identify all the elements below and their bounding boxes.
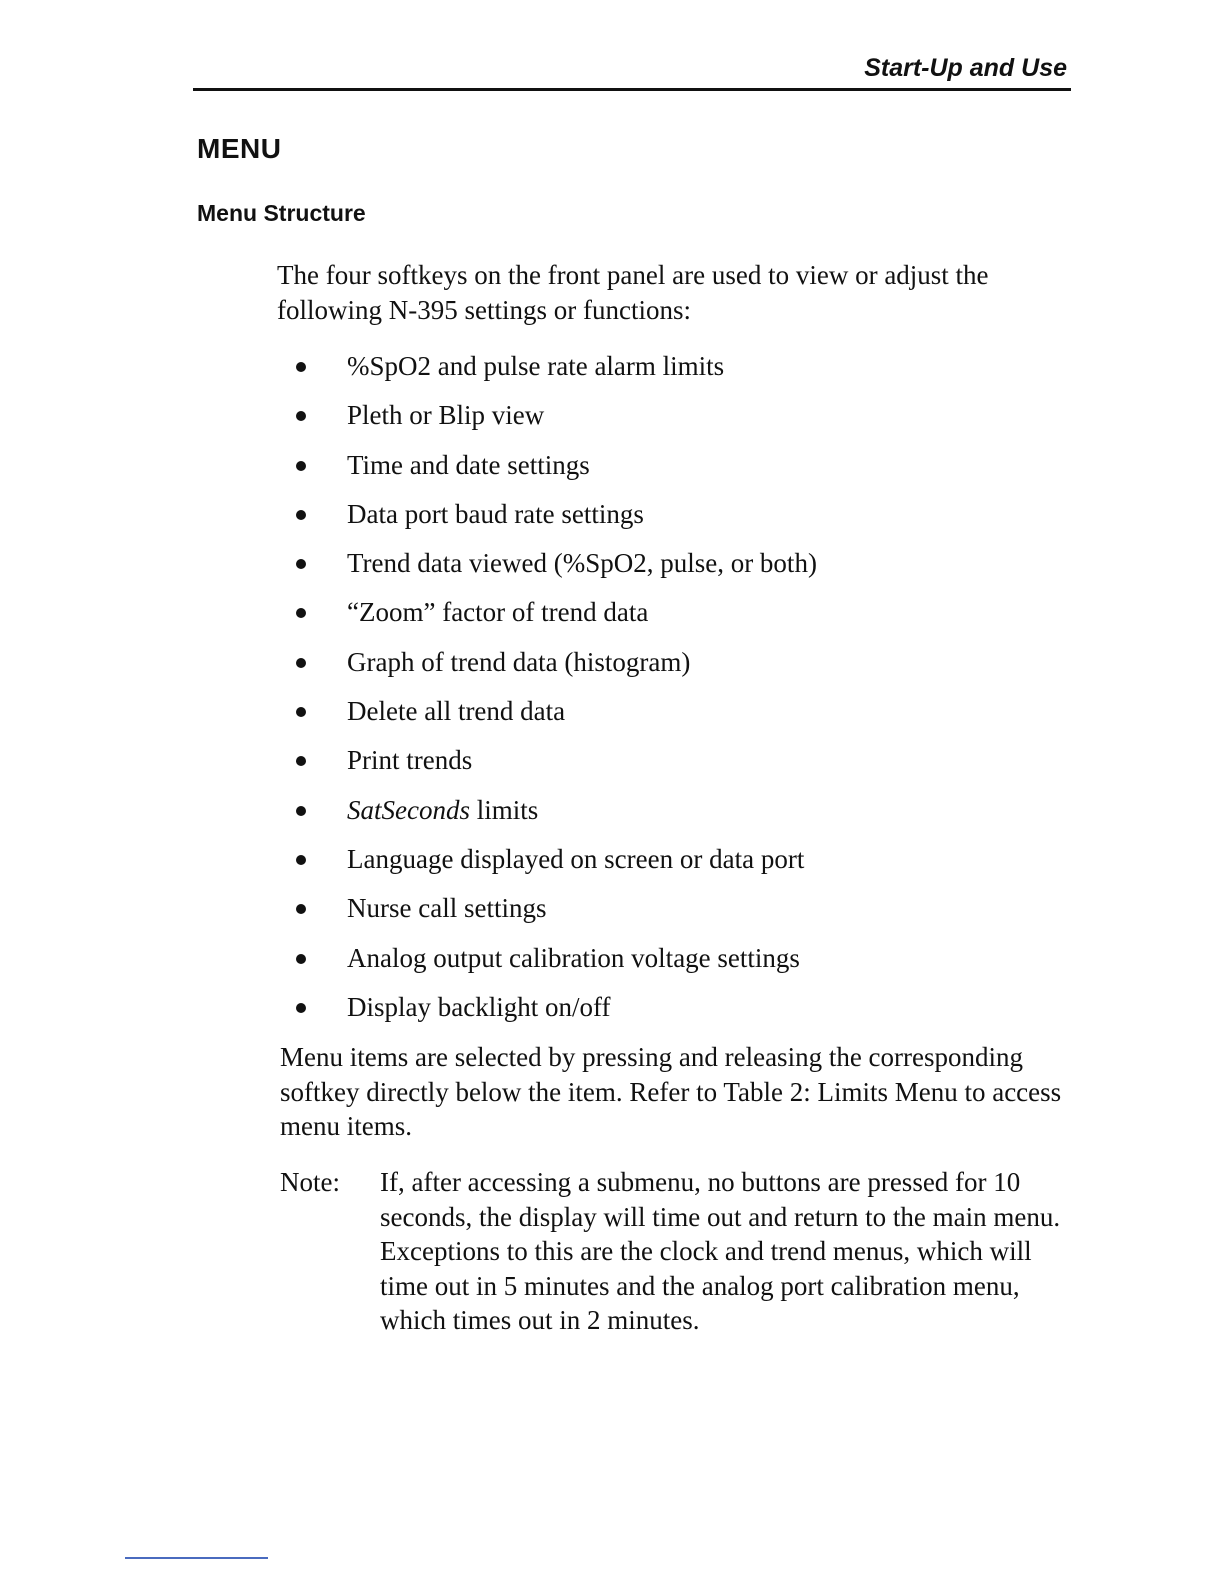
satseconds-term: SatSeconds xyxy=(347,794,470,825)
bullet-icon xyxy=(296,559,306,569)
footer-rule xyxy=(125,1557,268,1559)
bullet-icon xyxy=(296,510,306,520)
list-item xyxy=(277,741,1057,790)
selection-paragraph: Menu items are selected by pressing and releasing the corresponding softkey directly below the item. Refer to Table 2: Limits Menu to access menu items. xyxy=(280,1042,1062,1141)
list-item-text: Pleth or Blip view xyxy=(347,400,545,431)
page-header xyxy=(193,52,1071,91)
list-item xyxy=(277,446,1057,495)
list-item xyxy=(277,840,1057,889)
bullet-icon xyxy=(296,855,306,865)
list-item-text: Nurse call settings xyxy=(347,893,547,924)
bullet-icon xyxy=(296,608,306,618)
bullet-icon xyxy=(296,1003,306,1013)
list-item xyxy=(277,889,1057,938)
list-item xyxy=(277,791,1057,840)
bullet-icon xyxy=(296,904,306,914)
bullet-icon xyxy=(296,707,306,717)
list-item-text: Trend data viewed (%SpO2, pulse, or both) xyxy=(347,548,817,579)
list-item-text: Time and date settings xyxy=(347,449,590,480)
intro-paragraph: The four softkeys on the front panel are used to view or adjust the following N-395 settings or functions: xyxy=(277,260,989,325)
list-item-text: limits xyxy=(476,794,539,825)
bullet-icon xyxy=(296,658,306,668)
note-text: If, after accessing a submenu, no buttons are pressed for 10 seconds, the display will time out and return to the main menu. Exceptions to this are the clock and trend menus, which will time out in 5 minutes and the analog port calibration menu, which times out in 2 minutes. xyxy=(380,1167,1061,1335)
bullet-icon xyxy=(296,756,306,766)
list-item-text: Analog output calibration voltage settings xyxy=(347,942,800,973)
list-item xyxy=(277,495,1057,544)
bullet-icon xyxy=(296,461,306,471)
bullet-icon xyxy=(296,954,306,964)
list-item-text: %SpO2 and pulse rate alarm limits xyxy=(347,351,725,381)
list-item xyxy=(277,643,1057,692)
list-item xyxy=(277,396,1057,445)
list-item-text: Language displayed on screen or data port xyxy=(347,843,805,874)
settings-list xyxy=(277,347,1057,1037)
bullet-icon xyxy=(296,362,306,372)
list-item xyxy=(277,593,1057,642)
list-item-text: “Zoom” factor of trend data xyxy=(347,597,649,628)
note-label: Note: xyxy=(280,1167,340,1197)
list-item xyxy=(277,988,1057,1037)
subsection-title: Menu Structure xyxy=(197,200,366,226)
section-title: MENU xyxy=(197,133,282,164)
list-item xyxy=(277,939,1057,988)
bullet-icon xyxy=(296,806,306,816)
list-item-text: Graph of trend data (histogram) xyxy=(347,646,691,677)
list-item-text: Print trends xyxy=(347,745,473,776)
header-title: Start-Up and Use xyxy=(864,54,1067,82)
list-item-text: Delete all trend data xyxy=(347,696,566,727)
list-item xyxy=(277,544,1057,593)
bullet-icon xyxy=(296,411,306,421)
list-item xyxy=(277,347,1057,396)
list-item xyxy=(277,692,1057,741)
list-item-text: Display backlight on/off xyxy=(347,991,611,1022)
list-item-text: Data port baud rate settings xyxy=(347,498,644,529)
